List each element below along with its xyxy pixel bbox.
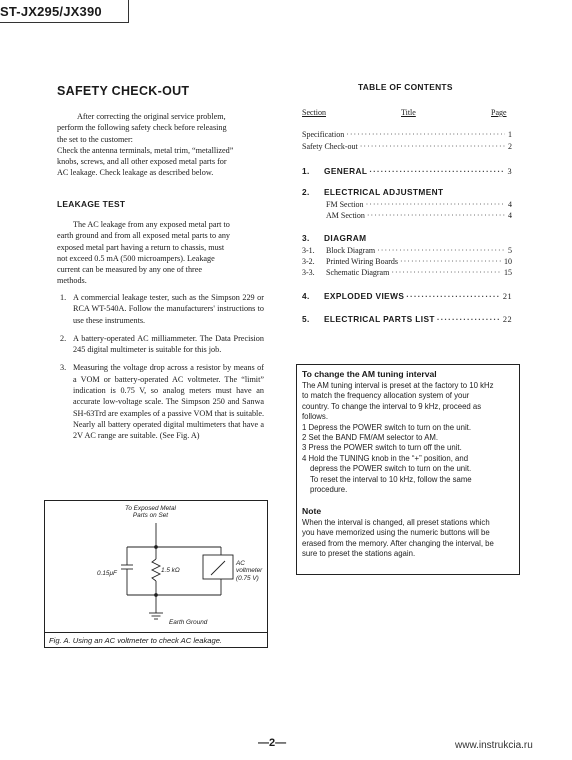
leader-dots bbox=[437, 314, 500, 324]
am-box-title: To change the AM tuning interval bbox=[302, 369, 437, 379]
toc-entry-page: 3 bbox=[507, 167, 512, 176]
am-box-line: depress the POWER switch to turn on the unit. bbox=[310, 464, 472, 474]
am-box-line: To reset the interval to 10 kHz, follow the same bbox=[310, 474, 472, 484]
intro-line: the set to the customer: bbox=[57, 134, 133, 144]
toc-entry-am-section[interactable] bbox=[326, 211, 512, 220]
leader-dots bbox=[366, 200, 505, 209]
safety-title: SAFETY CHECK-OUT bbox=[57, 84, 190, 98]
circuit-diagram bbox=[45, 501, 267, 633]
toc-entry-fm-section[interactable] bbox=[326, 200, 512, 209]
toc-entry-page: 5 bbox=[508, 246, 512, 255]
toc-entry-number: 1. bbox=[302, 166, 310, 176]
voltmeter-label-line: (0.75 V) bbox=[236, 574, 259, 582]
toc-entry-label: Specification bbox=[302, 130, 345, 139]
toc-entry-label: FM Section bbox=[326, 200, 364, 209]
figure-top-label-line: To Exposed Metal bbox=[125, 505, 176, 512]
voltmeter-label bbox=[236, 560, 262, 582]
toc-entry-page: 4 bbox=[508, 211, 512, 220]
leakage-line: exposed metal part having a return to chassis, must bbox=[57, 242, 225, 252]
capacitor-label: 0.15μF bbox=[97, 570, 117, 577]
voltmeter-label-line: AC bbox=[236, 560, 245, 567]
toc-entry-page: 2 bbox=[508, 142, 512, 151]
leakage-test-title: LEAKAGE TEST bbox=[57, 199, 126, 209]
toc-entry-label: ELECTRICAL PARTS LIST bbox=[324, 314, 435, 324]
method-text: A commercial leakage tester, such as the Simpson 229 or RCA WT-540A. Follow the manufacturers' instructions to use these instruments. bbox=[73, 293, 264, 325]
model-number: ST-JX295/JX390 bbox=[0, 4, 102, 19]
toc-entry-label: ELECTRICAL ADJUSTMENT bbox=[324, 187, 444, 197]
am-box-line: to match the frequency allocation system of your bbox=[302, 391, 470, 401]
toc-title: TABLE OF CONTENTS bbox=[358, 82, 453, 92]
method-item bbox=[60, 292, 264, 326]
toc-entry-page: 10 bbox=[504, 257, 512, 266]
intro-line: knobs, screws, and all other exposed metal parts for bbox=[57, 157, 227, 167]
intro-line: AC leakage. Check leakage as described below. bbox=[57, 168, 214, 178]
leader-dots bbox=[377, 246, 505, 255]
method-text: A battery-operated AC milliammeter. The Data Precision 245 digital multimeter is suitable for this job. bbox=[73, 333, 264, 355]
method-item bbox=[60, 333, 264, 356]
header-rule bbox=[0, 22, 128, 23]
leakage-paragraph bbox=[57, 219, 265, 287]
toc-entry-electrical-parts-list[interactable] bbox=[302, 314, 512, 324]
toc-entry-number: 4. bbox=[302, 291, 310, 301]
toc-entry-number: 3-3. bbox=[302, 268, 315, 277]
leakage-line: The AC leakage from any exposed metal part to bbox=[73, 220, 230, 229]
safety-intro bbox=[57, 111, 269, 179]
toc-entry-schematic-diagram[interactable] bbox=[302, 268, 512, 277]
toc-col-page: Page bbox=[491, 108, 507, 117]
toc-entry-specification[interactable] bbox=[302, 130, 512, 139]
am-box-line: The AM tuning interval is preset at the factory to 10 kHz bbox=[302, 381, 494, 390]
header-divider bbox=[128, 0, 129, 23]
am-box-line: follows. bbox=[302, 412, 328, 422]
toc-entry-number: 3-1. bbox=[302, 246, 315, 255]
toc-entry-number: 5. bbox=[302, 314, 310, 324]
am-box-line: country. To change the interval to 9 kHz, proceed as bbox=[302, 401, 482, 411]
note-line: When the interval is changed, all preset stations which bbox=[302, 518, 490, 527]
am-box-line: 1 Depress the POWER switch to turn on the unit. bbox=[302, 422, 472, 432]
note-line: erased from the memory. After changing the interval, be bbox=[302, 538, 494, 548]
leader-dots bbox=[360, 142, 505, 151]
am-box-body bbox=[302, 381, 518, 495]
toc-col-section: Section bbox=[302, 108, 326, 117]
intro-line: After correcting the original service problem, bbox=[77, 112, 226, 121]
note-title: Note bbox=[302, 506, 322, 516]
toc-entry-exploded-views[interactable] bbox=[302, 291, 512, 301]
toc-col-title: Title bbox=[401, 108, 416, 117]
website-watermark[interactable]: www.instrukcia.ru bbox=[455, 740, 533, 751]
toc-entry-safety[interactable] bbox=[302, 142, 512, 151]
note-body bbox=[302, 518, 518, 560]
figure-a bbox=[44, 500, 268, 648]
toc-entry-printed-wiring-boards[interactable] bbox=[302, 257, 512, 266]
note-line: you have memorized using the numeric buttons will be bbox=[302, 528, 490, 538]
toc-entry-number: 2. bbox=[302, 187, 310, 197]
leader-dots bbox=[367, 211, 505, 220]
leakage-line: methods. bbox=[57, 276, 87, 286]
earth-ground-label: Earth Ground bbox=[169, 619, 208, 626]
toc-entry-general[interactable] bbox=[302, 166, 512, 176]
toc-entry-number: 3. bbox=[302, 233, 310, 243]
toc-entry-label: Schematic Diagram bbox=[326, 268, 390, 277]
toc-entry-label: EXPLODED VIEWS bbox=[324, 291, 405, 301]
leader-dots bbox=[406, 291, 500, 301]
intro-line: Check the antenna terminals, metal trim, “metallized” bbox=[57, 145, 234, 155]
method-item bbox=[60, 362, 264, 441]
leakage-line: not exceed 0.5 mA (500 microampers). Leakage bbox=[57, 253, 215, 263]
method-number: 1. bbox=[60, 293, 67, 302]
leader-dots bbox=[400, 257, 501, 266]
toc-entry-page: 22 bbox=[502, 315, 512, 324]
leakage-line: current can be measured by any one of three bbox=[57, 265, 203, 275]
voltmeter-label-line: voltmeter bbox=[236, 567, 263, 575]
note-line: sure to preset the stations again. bbox=[302, 549, 416, 559]
toc-entry-page: 21 bbox=[502, 292, 512, 301]
figure-top-label-line: Parts on Set bbox=[132, 512, 169, 520]
resistor-label: 1.5 kΩ bbox=[161, 567, 180, 574]
leader-dots bbox=[346, 130, 505, 139]
toc-entry-label: Safety Check-out bbox=[302, 142, 358, 151]
toc-entry-number: 3-2. bbox=[302, 257, 315, 266]
methods-list bbox=[60, 292, 264, 449]
toc-entry-label: DIAGRAM bbox=[324, 233, 367, 243]
am-box-line: 4 Hold the TUNING knob in the “+” position, and bbox=[302, 453, 469, 463]
toc-entry-block-diagram[interactable] bbox=[302, 246, 512, 255]
method-number: 2. bbox=[60, 333, 67, 343]
toc-entry-label: GENERAL bbox=[324, 166, 368, 176]
intro-line: perform the following safety check before releasing bbox=[57, 123, 227, 133]
leader-dots bbox=[369, 166, 504, 176]
toc-entry-page: 1 bbox=[508, 130, 512, 139]
method-number: 3. bbox=[60, 363, 67, 373]
page-number: —2— bbox=[258, 737, 287, 749]
toc-entry-diagram[interactable] bbox=[302, 233, 366, 243]
method-text: Measuring the voltage drop across a resistor by means of a VOM or battery-operated AC voltmeter. The “limit” indication is 0.75 V, so analog meters must have an accurate low-voltage scale. The Simpson 250 and Sanwa SH-63Trd are examples of a passive VOM that is suitable. Nearly all battery operated digital multimeters that have a 2V AC range are suitable. (See Fig. A) bbox=[73, 363, 265, 441]
toc-entry-electrical-adjustment[interactable] bbox=[302, 187, 444, 197]
figure-caption: Fig. A. Using an AC voltmeter to check AC leakage. bbox=[45, 632, 267, 647]
am-box-line: 2 Set the BAND FM/AM selector to AM. bbox=[302, 433, 439, 443]
toc-entry-label: AM Section bbox=[326, 211, 365, 220]
am-box-line: procedure. bbox=[310, 485, 348, 495]
am-box-line: 3 Press the POWER switch to turn off the unit. bbox=[302, 443, 462, 453]
toc-entry-label: Printed Wiring Boards bbox=[326, 257, 398, 266]
leakage-line: earth ground and from all exposed metal parts to any bbox=[57, 231, 231, 241]
toc-entry-label: Block Diagram bbox=[326, 246, 376, 255]
toc-entry-page: 15 bbox=[504, 268, 512, 277]
toc-entry-page: 4 bbox=[508, 200, 512, 209]
leader-dots bbox=[391, 268, 501, 277]
am-tuning-box bbox=[296, 364, 520, 575]
